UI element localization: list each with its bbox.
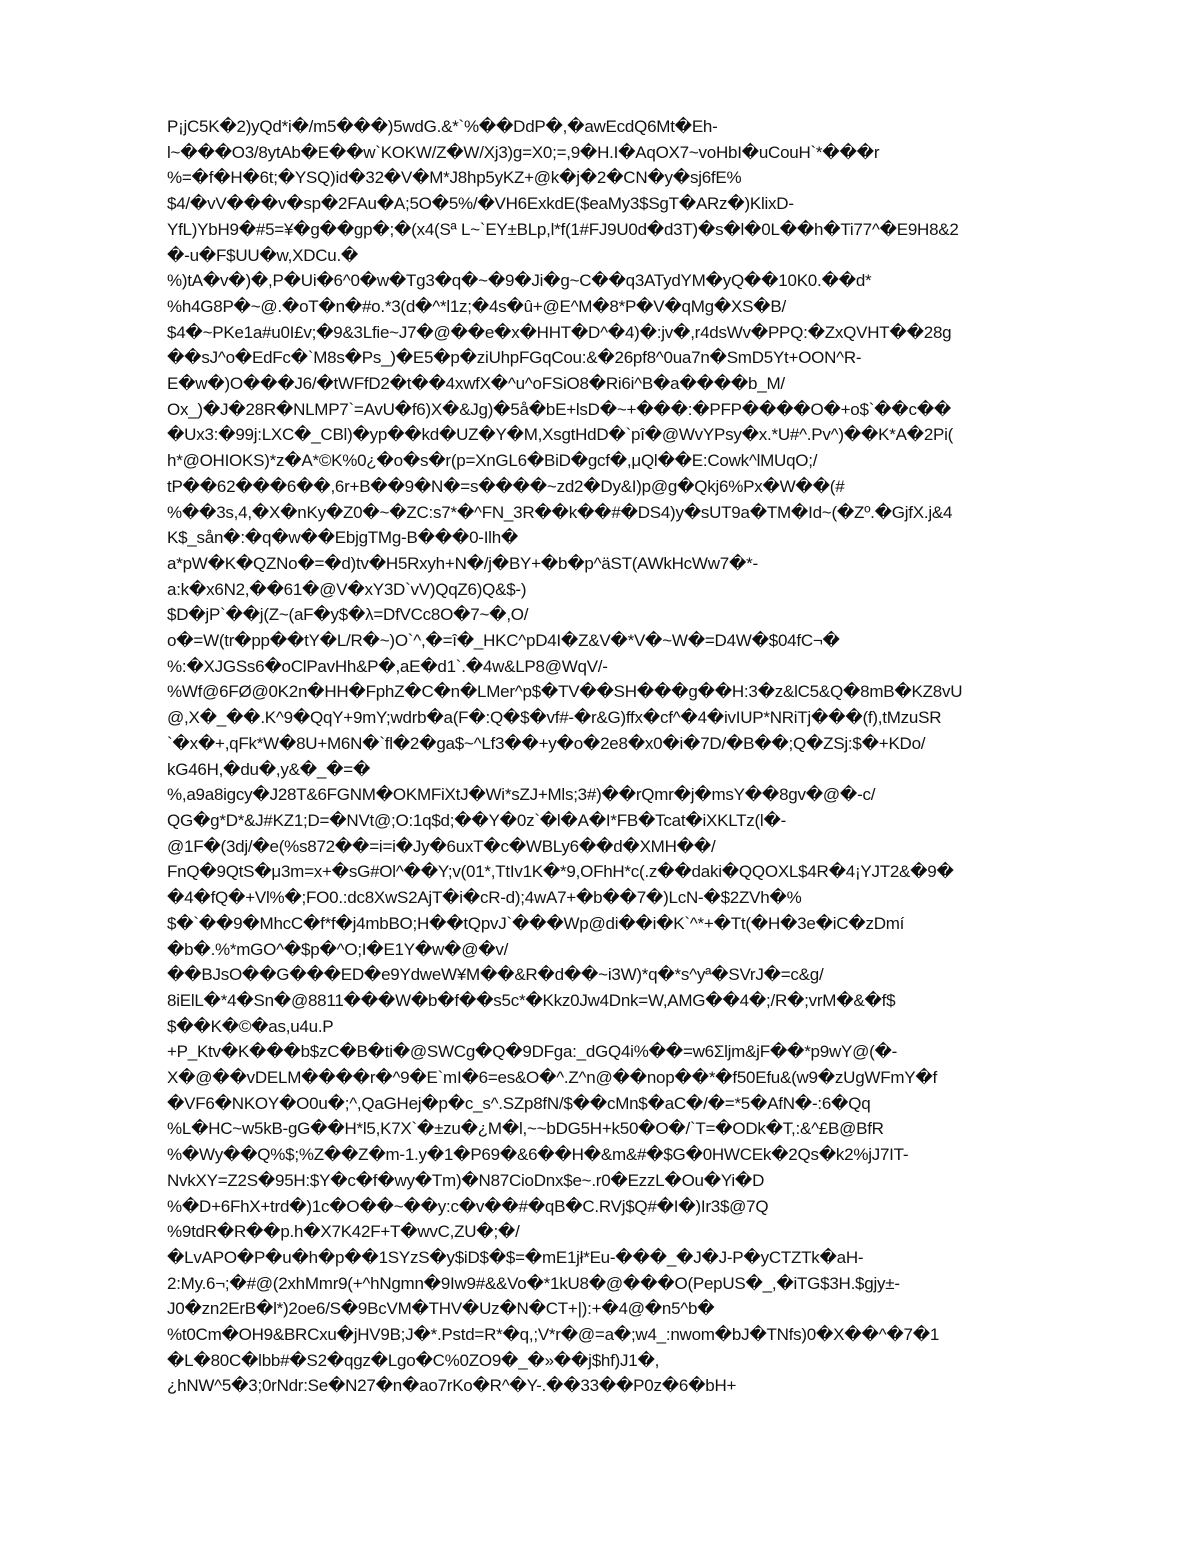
text-line: %:�XJGSs6�oClPavHh&P�,aE�d1`.�4w&LP8@WqV/- xyxy=(167,656,608,676)
text-line: 8iElL�*4�Sn�@8811���W�b�f��s5c*�Kkz0Jw4Dnk=W,AMG��4�;/R�;vrM�&�f$ xyxy=(167,990,896,1010)
text-line: X�@��vDELM����r�^9�E`mI�6=es&O�^.Z^n@��nop��*�f50Efu&(w9�zUgWFmY�f xyxy=(167,1068,937,1088)
document-body xyxy=(167,114,1127,1399)
text-line: %�Wy��Q%$;%Z��Z�m-1.y�1�P69�&6��H�&m&#�$G�0HWCEk�2Qs�k2%jJ7IT- xyxy=(167,1145,909,1165)
text-line: YfL)YbH9�#5=¥�g��gp�;�(x4(Sª L~`EY±BLp,l*f(1#FJ9U0d�d3T)�s�l�0L��h�Ti77^�E9H8&2 xyxy=(167,219,959,239)
text-line: @,X�_��.K^9�QqY+9mY;wdrb�a(F�:Q�$�vf#-�r&G)ffx�cf^�4�ivIUP*NRiTj���(f),tMzuSR xyxy=(167,708,942,728)
text-line: 2:My.6¬;�#@(2xhMmr9(+^hNgmn�9Iw9#&&Vo�*1kU8�@���O(PepUS�_,�iTG$3H.$gjy±- xyxy=(167,1273,900,1293)
text-line: $D�jP`��j(Z~(aF�y$�λ=DfVCc8O�7~�,O/ xyxy=(167,605,529,625)
text-line: NvkXY=Z2S�95H:$Y�c�f�wy�Tm)�N87CioDnx$e~.r0�EzzL�Ou�Yi�D xyxy=(167,1170,765,1190)
text-line: %)tA�v�)�,P�Ui�6^0�w�Tg3�q�~�9�Ji�g~C��q3ATydYM�yQ��10K0.��d* xyxy=(167,271,872,291)
text-line: h*@OHIOKS)*z�A*©K%0¿�o�s�r(p=XnGL6�BiD�gcf�,μQl��E:Cowk^lMUqO;/ xyxy=(167,451,818,471)
text-line: QG�g*D*&J#KZ1;D=�NVt@;O:1q$d;��Y�0z`�l�A�I*FB�Tcat�iXKLTz(l�- xyxy=(167,810,787,830)
text-line: �LvAPO�P�u�h�p��1SYzS�y$iD$�$=�mE1jł*Eu-���_�J�J-P�yCTZTk�aH- xyxy=(167,1247,864,1267)
text-line: `�x�+,qFk*W�8U+M6N�`fl�2�ga$~^Lf3��+y�o�2e8�x0�i�7D/�B��;Q�ZSj:$�+KDo/ xyxy=(167,733,926,753)
text-line: P¡jC5K�2)yQd*i�/m5���)5wdG.&*`%��DdP�,�awEcdQ6Mt�Eh- xyxy=(167,117,718,136)
text-line: ¿hNW^5�3;0rNdr:Se�N27�n�ao7rKo�R^�Y-.��33��P0z�6�bH+ xyxy=(167,1376,737,1396)
text-line: ��BJsO��G���ED�e9YdweW¥M��&R�d��~i3W)*q�*s^yª�SVrJ�=c&g/ xyxy=(167,965,824,985)
text-line: %��3s,4,�X�nKy�Z0�~�ZC:s7*�^FN_3R��k��#�DS4)y�sUT9a�TM�Id~(�Zº.�GjfX.j&4 xyxy=(167,502,953,522)
text-line: E�w�)O���J6/�tWFfD2�t��4xwfX�^u^oFSiO8�Ri6i^B�a����b_M/ xyxy=(167,374,785,394)
text-line: l~���O3/8ytAb�E��w`KOKW/Z�W/Xj3)g=X0;=,9�H.I�AqOX7~voHbI�uCouH`*���r xyxy=(167,142,880,162)
text-line: Ox_)�J�28R�NLMP7`=AvU�f6)X�&Jg)�5å�bE+lsD�~+���:�PFP����O�+o$`��c�� xyxy=(167,399,952,419)
text-line: �4�fQ�+Vl%�;FO0.:dc8XwS2AjT�i�cR-d);4wA7+�b��7�)LcN-�$2ZVh�% xyxy=(167,888,802,908)
text-line: %t0Cm�OH9&BRCxu�jHV9B;J�*.Pstd=R*�q,;V*r�@=a�;w4_:nwom�bJ�TNfs)0�X��^�7�1 xyxy=(167,1325,940,1345)
text-line: a*pW�K�QZNo�=�d)tv�H5Rxyh+N�/j�BY+�b�p^äST(AWkHcWw7�*- xyxy=(167,553,758,573)
text-line: %h4G8P�~@.�oT�n�#o.*3(d�^*l1z;�4s�û+@E^M�8*P�V�qMg�XS�B/ xyxy=(167,296,786,316)
text-line: +P_Ktv�K���b$zC�B�ti�@SWCg�Q�9DFga:_dGQ4i%��=w6Σljm&jF��*p9wY@(�- xyxy=(167,1042,898,1062)
text-line: %,a9a8igcy�J28T&6FGNM�OKMFiXtJ�Wi*sZJ+Mls;3#)��rQmr�j�msY��8gv�@�-c/ xyxy=(167,785,876,805)
text-line: tP��62���6��,6r+B��9�N�=s����~zd2�Dy&I)p@g�Qkj6%Px�W��(# xyxy=(167,476,845,496)
text-line: @1F�(3dj/�e(%s872��=i=i�Jy�6uxT�c�WBLy6��d�XMH��/ xyxy=(167,836,716,856)
text-line: a:k�x6N2,��61�@V�xY3D`vV)QqZ6)Q&$-) xyxy=(167,579,527,599)
text-line: $�`��9�MhcC�f*f�j4mbBO;H��tQpvJ`���Wp@di��i�K`^*+�Tt(�H�3e�iC�zDmí xyxy=(167,913,905,933)
text-line: �-u�F$UU�w,XDCu.� xyxy=(167,245,359,265)
text-line: �VF6�NKOY�O0u�;^,QaGHej�p�c_s^.SZp8fN/$��cMn$�aC�/�=*5�AfN�-:6�Qq xyxy=(167,1093,871,1113)
text-line: %�D+6FhX+trd�)1c�O��~��y:c�v��#�qB�C.RVj$Q#�I�)Ir3$@7Q xyxy=(167,1196,769,1216)
text-line: J0�zn2ErB�l*)2oe6/S�9BcVM�THV�Uz�N�CT+|):+�4@�n5^b� xyxy=(167,1299,715,1319)
text-line: o�=W(tr�pp��tY�L/R�~)O`^,�=î�_HKC^pD4I�Z&V�*V�~W�=D4W�$04fC¬� xyxy=(167,631,840,651)
text-line: %=�f�H�6t;�YSQ)id�32�V�M*J8hp5yKZ+@k�j�2�CN�y�sj6fE% xyxy=(167,168,742,188)
text-line: ��sJ^o�EdFc�`M8s�Ps_)�E5�p�ziUhpFGqCou:&�26pf8^0ua7n�SmD5Yt+OON^R- xyxy=(167,348,862,368)
text-line: %9tdR�R��p.h�X7K42F+T�wvC,ZU�;�/ xyxy=(167,1222,520,1242)
text-line: K$_sån�:�q�w��EbjgTMg-B���0-Ilh� xyxy=(167,528,519,548)
text-line: %L�HC~w5kB-gG��H*l5,K7X`�±zu�¿M�l,~~bDG5H+k50�O�/`T=�ODk�T,:&^£B@BfR xyxy=(167,1119,884,1139)
text-line: �L�80C�lbb#�S2�qgz�Lgo�C%0ZO9�_�»��j$hf)J1�, xyxy=(167,1350,660,1370)
text-line: $4/�vV���v�sp�2FAu�A;5O�5%/�VH6ExkdE($eaMy3$SgT�ARz�)KlixD- xyxy=(167,194,794,214)
text-line: $��K�©�as,u4u.P xyxy=(167,1016,334,1036)
text-line: �b�.%*mGO^�$p�^O;I�E1Y�w�@�v/ xyxy=(167,939,509,959)
text-line: �Ux3:�99j:LXC�_CBl)�yp��kd�UZ�Y�M,XsgtHdD�`pî�@WvYPsy�x.*U#^.Pv^)��K*A�2Pi( xyxy=(167,425,954,445)
text-line: %Wf@6FØ@0K2n�HH�FphZ�C�n�LMer^p$�TV��SH���g��H:3�z&lC5&Q�8mB�KZ8vU xyxy=(167,682,963,702)
text-line: $4�~PKe1a#u0I£v;�9&3Lfie~J7�@��e�x�HHT�D^�4)�:jv�,r4dsWv�PPQ:�ZxQVHT��28g xyxy=(167,322,952,342)
text-line: kG46H,�du�,y&�_�=� xyxy=(167,759,371,779)
text-line: FnQ�9QtS�μ3m=x+�sG#Ol^��Y;v(01*,TtIv1K�*9,OFhH*c(.z��daki�QQOXL$4R�4¡YJT2&�9� xyxy=(167,862,954,882)
